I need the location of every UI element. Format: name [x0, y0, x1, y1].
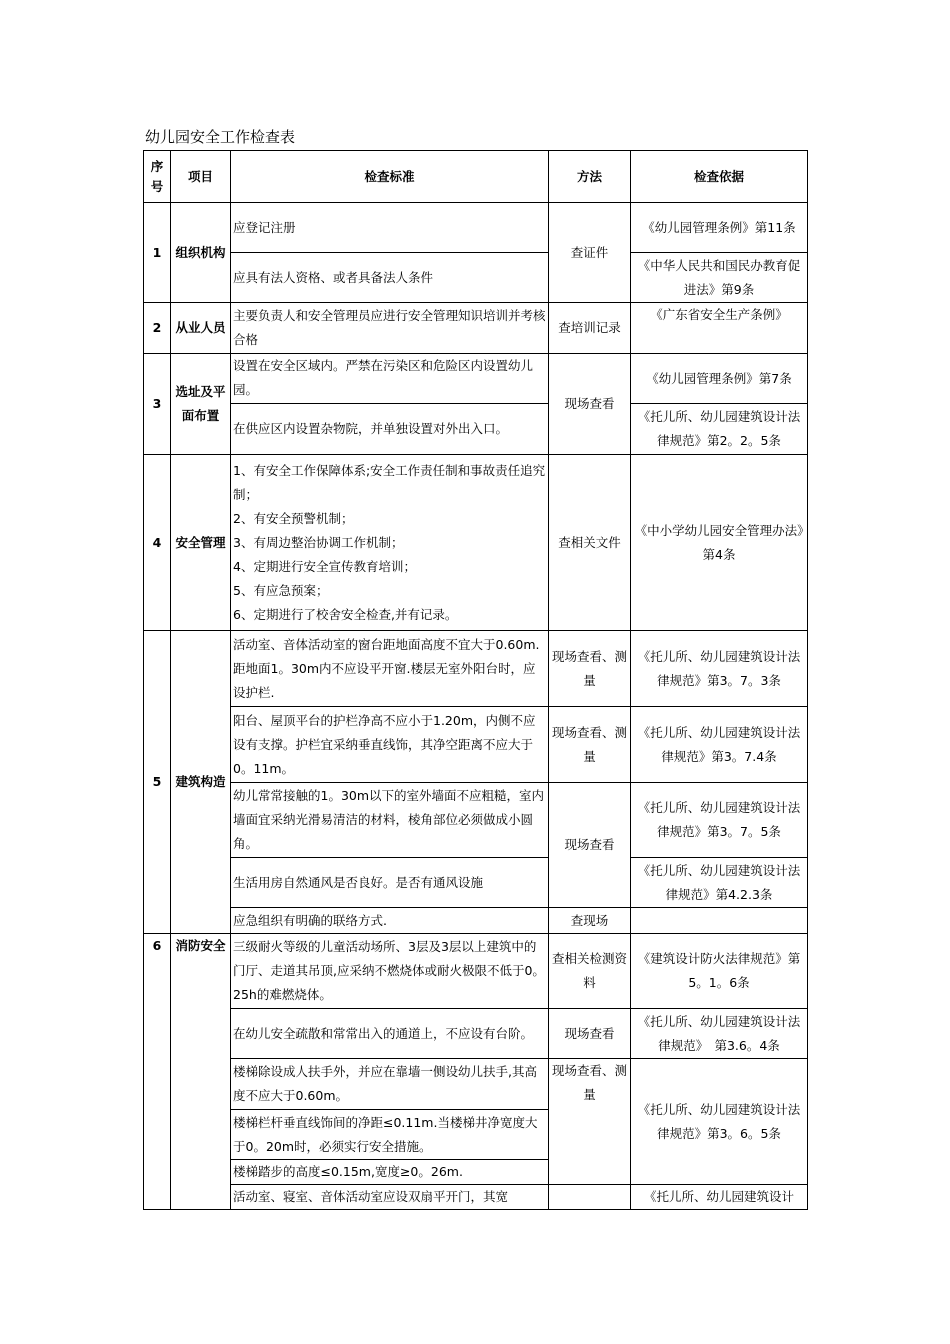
check-basis: 《幼儿园管理条例》第11条 — [631, 203, 808, 253]
check-standard: 活动室、寝室、音体活动室应设双扇平开门，其宽 — [231, 1185, 549, 1210]
check-method: 现场查看、测量 — [549, 631, 631, 707]
check-standard: 活动室、音体活动室的窗台距地面高度不宜大于0.60m.距地面1。30m内不应设平开窗.楼层无室外阳台时，应设护栏. — [231, 631, 549, 707]
header-row — [144, 151, 808, 203]
check-basis: 《托儿所、幼儿园建筑设计法律规范》第2。2。5条 — [631, 404, 808, 455]
standard-line: 4、定期进行安全宣传教育培训； — [233, 558, 416, 574]
check-method: 现场查看、测量 — [549, 707, 631, 783]
check-standard: 应具有法人资格、或者具备法人条件 — [231, 253, 549, 303]
table-row — [144, 404, 808, 455]
standard-line: 3、有周边整治协调工作机制； — [233, 534, 404, 550]
check-standard: 幼儿常常接触的1。30m以下的室外墙面不应粗糙，室内墙面宜采纳光滑易清洁的材料，棱角部位必须做成小圆角。 — [231, 783, 549, 858]
table-row — [144, 1059, 808, 1110]
table-row — [144, 707, 808, 783]
check-basis: 《幼儿园管理条例》第7条 — [631, 354, 808, 404]
check-method: 查相关文件 — [549, 455, 631, 631]
header-method: 方法 — [549, 151, 631, 203]
check-basis — [631, 908, 808, 934]
table-row — [144, 203, 808, 253]
table-row — [144, 934, 808, 1009]
row-item: 从业人员 — [171, 303, 231, 354]
check-standard: 应急组织有明确的联络方式. — [231, 908, 549, 934]
header-no: 序号 — [144, 151, 171, 203]
table-row — [144, 858, 808, 908]
standard-line: 5、有应急预案； — [233, 582, 329, 598]
header-standard: 检查标准 — [231, 151, 549, 203]
check-method: 查相关检测资料 — [549, 934, 631, 1009]
table-row — [144, 1009, 808, 1059]
header-basis: 检查依据 — [631, 151, 808, 203]
check-basis: 《中华人民共和国民办教育促进法》第9条 — [631, 253, 808, 303]
check-standard: 阳台、屋顶平台的护栏净高不应小于1.20m，内侧不应设有支撑。护栏宜采纳垂直线饰，其净空距离不应大于0。11m。 — [231, 707, 549, 783]
check-standard: 楼梯踏步的高度≤0.15m,宽度≥0。26m. — [231, 1160, 549, 1185]
page-title: 幼儿园安全工作检查表 — [145, 128, 296, 146]
table-row — [144, 303, 808, 354]
check-basis: 《托儿所、幼儿园建筑设计法律规范》第3。7.4条 — [631, 707, 808, 783]
row-number: 2 — [144, 303, 171, 354]
check-method: 查现场 — [549, 908, 631, 934]
table-row — [144, 354, 808, 404]
check-basis: 《托儿所、幼儿园建筑设计法律规范》第4.2.3条 — [631, 858, 808, 908]
check-standard: 楼梯栏杆垂直线饰间的净距≤0.11m.当楼梯井净宽度大于0。20m时，必须实行安全措施。 — [231, 1110, 549, 1160]
table-row — [144, 908, 808, 934]
check-basis: 《中小学幼儿园安全管理办法》第4条 — [631, 455, 808, 631]
check-method: 现场查看 — [549, 783, 631, 908]
standard-line: 6、定期进行了校舍安全检查,并有记录。 — [233, 606, 458, 622]
row-item: 消防安全 — [171, 934, 231, 1210]
check-standard: 主要负责人和安全管理员应进行安全管理知识培训并考核合格 — [231, 303, 549, 354]
check-method: 现场查看、测量 — [549, 1059, 631, 1185]
table-row — [144, 455, 808, 631]
check-basis: 《托儿所、幼儿园建筑设计法律规范》 第3.6。4条 — [631, 1009, 808, 1059]
check-standard: 在供应区内设置杂物院，并单独设置对外出入口。 — [231, 404, 549, 455]
check-standard: 楼梯除设成人扶手外，并应在靠墙一侧设幼儿扶手,其高度不应大于0.60m。 — [231, 1059, 549, 1110]
row-item: 组织机构 — [171, 203, 231, 303]
check-basis: 《托儿所、幼儿园建筑设计法律规范》第3。6。5条 — [631, 1059, 808, 1185]
check-method-empty — [549, 1185, 631, 1210]
row-item: 选址及平面布置 — [171, 354, 231, 455]
check-basis: 《建筑设计防火法律规范》第5。1。6条 — [631, 934, 808, 1009]
standard-line: 2、有安全预警机制； — [233, 510, 354, 526]
check-method: 查证件 — [549, 203, 631, 303]
check-standard: 应登记注册 — [231, 203, 549, 253]
row-number: 1 — [144, 203, 171, 303]
row-item: 安全管理 — [171, 455, 231, 631]
row-number: 3 — [144, 354, 171, 455]
table-row — [144, 253, 808, 303]
header-item: 项目 — [171, 151, 231, 203]
standard-line: 1、有安全工作保障体系;安全工作责任制和事故责任追究制； — [233, 462, 546, 502]
row-number: 5 — [144, 631, 171, 934]
check-method: 查培训记录 — [549, 303, 631, 354]
check-method: 现场查看 — [549, 354, 631, 455]
check-standard: 在幼儿安全疏散和常常出入的通道上，不应设有台阶。 — [231, 1009, 549, 1059]
check-basis: 《托儿所、幼儿园建筑设计法律规范》第3。7。5条 — [631, 783, 808, 858]
check-standard: 三级耐火等级的儿童活动场所、3层及3层以上建筑中的门厅、走道其吊顶,应采纳不燃烧体或耐火极限不低于0。25h的难燃烧体。 — [231, 934, 549, 1009]
check-method: 现场查看 — [549, 1009, 631, 1059]
check-basis: 《托儿所、幼儿园建筑设计 — [631, 1185, 808, 1210]
check-standard: 设置在安全区域内。严禁在污染区和危险区内设置幼儿园。 — [231, 354, 549, 404]
check-standard: 生活用房自然通风是否良好。是否有通风设施 — [231, 858, 549, 908]
table-row — [144, 1185, 808, 1210]
check-basis: 《广东省安全生产条例》 — [631, 303, 808, 354]
row-number: 4 — [144, 455, 171, 631]
check-basis: 《托儿所、幼儿园建筑设计法律规范》第3。7。3条 — [631, 631, 808, 707]
table-row — [144, 631, 808, 707]
safety-check-table — [143, 150, 808, 1210]
row-item: 建筑构造 — [171, 631, 231, 934]
table-row — [144, 783, 808, 858]
check-standard-list — [231, 455, 549, 631]
row-number: 6 — [144, 934, 171, 1210]
